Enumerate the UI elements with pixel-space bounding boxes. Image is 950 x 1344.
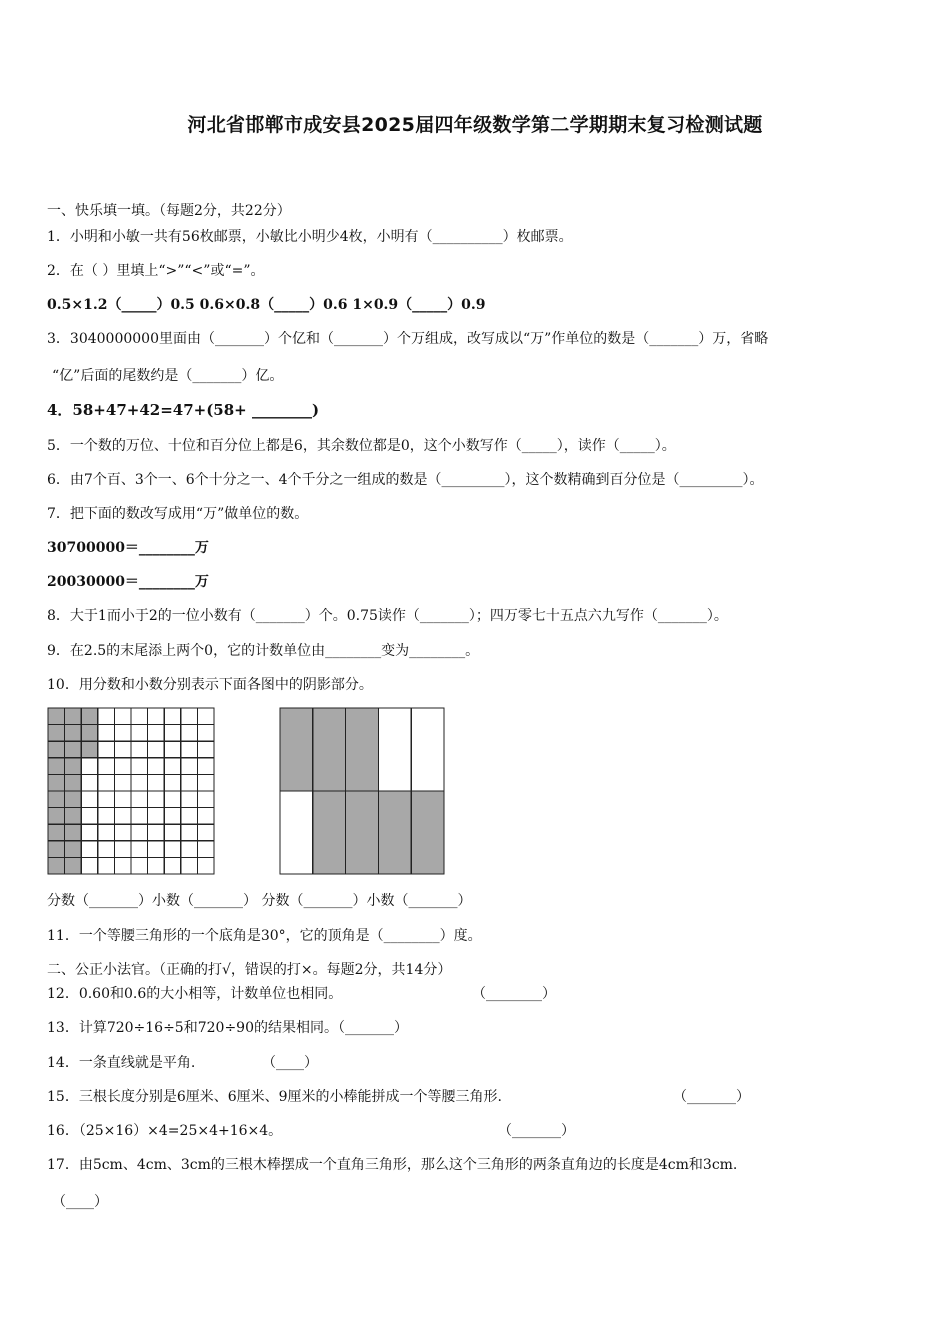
grid-cell xyxy=(197,841,214,858)
hundred-grid-figure xyxy=(47,707,217,877)
section1-heading: 一、快乐填一填。（每题2分，共22分） xyxy=(47,203,291,219)
grid-cell xyxy=(114,774,131,791)
grid-cell xyxy=(148,758,165,775)
shaded-cell xyxy=(81,741,98,758)
question-11: 11．一个等腰三角形的一个底角是30°，它的顶角是（________）度。 xyxy=(47,928,482,944)
shaded-cell xyxy=(48,774,65,791)
grid-cell xyxy=(181,741,198,758)
grid-cell xyxy=(197,708,214,725)
grid-cell xyxy=(197,774,214,791)
grid-cell xyxy=(98,725,115,742)
shaded-cell xyxy=(378,791,411,874)
question-12: 12．0.60和0.6的大小相等，计数单位也相同。 xyxy=(47,986,343,1002)
question-6: 6．由7个百、3个一、6个十分之一、4个千分之一组成的数是（_________），这个数精确到百分位是（_________）。 xyxy=(47,472,764,488)
grid-cell xyxy=(148,808,165,825)
grid-cell xyxy=(197,741,214,758)
grid-cell xyxy=(181,857,198,874)
grid-cell xyxy=(81,824,98,841)
page-title: 河北省邯郸市成安县2025届四年级数学第二学期期末复习检测试题 xyxy=(187,114,763,136)
shaded-cell xyxy=(65,708,82,725)
shaded-cell xyxy=(65,725,82,742)
shaded-cell xyxy=(48,841,65,858)
grid-cell xyxy=(378,708,411,791)
grid-cell xyxy=(164,808,181,825)
question-3-line1: 3．3040000000里面由（_______）个亿和（_______）个万组成，改写成以“万”作单位的数是（_______）万，省略 xyxy=(47,331,769,347)
grid-cell xyxy=(197,725,214,742)
grid-cell xyxy=(148,741,165,758)
grid-cell xyxy=(148,708,165,725)
question-14: 14．一条直线就是平角. xyxy=(47,1055,196,1071)
shaded-cell xyxy=(65,808,82,825)
grid-cell xyxy=(98,824,115,841)
grid-cell xyxy=(164,791,181,808)
grid-cell xyxy=(164,725,181,742)
grid-cell xyxy=(181,791,198,808)
grid-cell xyxy=(148,857,165,874)
grid-cell xyxy=(114,791,131,808)
grid-cell xyxy=(81,841,98,858)
grid-cell xyxy=(98,791,115,808)
shaded-cell xyxy=(81,708,98,725)
question-9: 9．在2.5的末尾添上两个0，它的计数单位由________变为________。 xyxy=(47,643,480,659)
shaded-cell xyxy=(48,741,65,758)
section2-heading: 二、公正小法官。（正确的打√，错误的打×。每题2分，共14分） xyxy=(47,962,452,978)
grid-cell xyxy=(98,841,115,858)
shaded-cell xyxy=(313,708,346,791)
shaded-cell xyxy=(411,791,444,874)
grid-cell xyxy=(114,725,131,742)
grid-cell xyxy=(114,758,131,775)
shaded-cell xyxy=(346,708,379,791)
shaded-cell xyxy=(48,791,65,808)
grid-cell xyxy=(131,708,148,725)
grid-cell xyxy=(164,824,181,841)
grid-cell xyxy=(114,841,131,858)
shaded-cell xyxy=(346,791,379,874)
grid-cell xyxy=(280,791,313,874)
question-4: 4．58+47+42=47+(58+ ________) xyxy=(47,401,320,419)
grid-cell xyxy=(131,758,148,775)
grid-cell xyxy=(131,791,148,808)
question-7-a: 30700000＝________万 xyxy=(47,540,209,556)
grid-cell xyxy=(131,857,148,874)
grid-cell xyxy=(164,841,181,858)
question-2: 2．在（ ）里填上“>”“<”或“=”。 xyxy=(47,263,265,279)
shaded-cell xyxy=(313,791,346,874)
grid-cell xyxy=(181,708,198,725)
grid-cell xyxy=(114,824,131,841)
grid-cell xyxy=(114,857,131,874)
grid-cell xyxy=(148,824,165,841)
shaded-cell xyxy=(65,857,82,874)
grid-cell xyxy=(131,841,148,858)
grid-cell xyxy=(181,774,198,791)
grid-cell xyxy=(114,808,131,825)
grid-cell xyxy=(98,758,115,775)
grid-cell xyxy=(197,808,214,825)
grid-cell xyxy=(197,758,214,775)
shaded-cell xyxy=(65,741,82,758)
shaded-cell xyxy=(48,857,65,874)
grid-cell xyxy=(98,857,115,874)
question-10: 10．用分数和小数分别表示下面各图中的阴影部分。 xyxy=(47,677,373,693)
grid-cell xyxy=(164,857,181,874)
question-1: 1．小明和小敏一共有56枚邮票，小敏比小明少4枚，小明有（__________）枚邮票。 xyxy=(47,229,573,245)
grid-cell xyxy=(197,791,214,808)
shaded-cell xyxy=(48,708,65,725)
shaded-cell xyxy=(48,725,65,742)
question-8: 8．大于1而小于2的一位小数有（_______）个。0.75读作（_______）；四万零七十五点六九写作（_______）。 xyxy=(47,608,728,624)
grid-cell xyxy=(114,741,131,758)
grid-cell xyxy=(131,741,148,758)
grid-cell xyxy=(164,758,181,775)
grid-cell xyxy=(197,857,214,874)
grid-cell xyxy=(81,808,98,825)
grid-cell xyxy=(148,841,165,858)
grid-cell xyxy=(181,725,198,742)
shaded-cell xyxy=(280,708,313,791)
shaded-cell xyxy=(65,791,82,808)
question-5: 5．一个数的万位、十位和百分位上都是6，其余数位都是0，这个小数写作（_____），读作（_____）。 xyxy=(47,438,676,454)
grid-cell xyxy=(411,708,444,791)
question-13: 13．计算720÷16÷5和720÷90的结果相同。（_______） xyxy=(47,1020,408,1036)
grid-cell xyxy=(164,741,181,758)
grid-cell xyxy=(131,808,148,825)
question-7-b: 20030000＝________万 xyxy=(47,574,209,590)
grid-cell xyxy=(164,708,181,725)
grid-cell xyxy=(164,774,181,791)
grid-cell xyxy=(98,808,115,825)
grid-cell xyxy=(81,791,98,808)
grid-cell xyxy=(81,857,98,874)
grid-cell xyxy=(181,824,198,841)
question-17-blank: （____） xyxy=(52,1194,108,1210)
grid-cell xyxy=(148,774,165,791)
grid-cell xyxy=(114,708,131,725)
shaded-cell xyxy=(65,841,82,858)
shaded-cell xyxy=(48,808,65,825)
question-16: 16．（25×16）×4=25×4+16×4。 xyxy=(47,1123,283,1139)
grid-cell xyxy=(81,774,98,791)
shaded-cell xyxy=(48,824,65,841)
grid-cell xyxy=(81,758,98,775)
shaded-cell xyxy=(65,774,82,791)
grid-cell xyxy=(181,808,198,825)
grid-cell xyxy=(131,725,148,742)
shaded-cell xyxy=(81,725,98,742)
shaded-cell xyxy=(48,758,65,775)
grid-cell xyxy=(131,824,148,841)
grid-cell xyxy=(98,774,115,791)
grid-cell xyxy=(148,725,165,742)
question-2-items: 0.5×1.2（_____）0.5 0.6×0.8（_____）0.6 1×0.9（_____）0.9 xyxy=(47,297,486,313)
shaded-cell xyxy=(65,824,82,841)
question-12-blank: （________） xyxy=(472,986,556,1002)
grid-cell xyxy=(148,791,165,808)
grid-cell xyxy=(98,741,115,758)
question-14-blank: （____） xyxy=(262,1055,318,1071)
grid-cell xyxy=(98,708,115,725)
question-15-blank: （_______） xyxy=(673,1089,750,1105)
question-7: 7．把下面的数改写成用“万”做单位的数。 xyxy=(47,506,309,522)
shaded-cell xyxy=(65,758,82,775)
question-17: 17．由5cm、4cm、3cm的三根木棒摆成一个直角三角形，那么这个三角形的两条直角边的长度是4cm和3cm. xyxy=(47,1157,738,1173)
question-16-blank: （_______） xyxy=(498,1123,575,1139)
question-15: 15．三根长度分别是6厘米、6厘米、9厘米的小棒能拼成一个等腰三角形. xyxy=(47,1089,502,1105)
question-3-line2: “亿”后面的尾数约是（_______）亿。 xyxy=(52,368,284,384)
grid-cell xyxy=(181,841,198,858)
grid-cell xyxy=(197,824,214,841)
grid-cell xyxy=(131,774,148,791)
ten-part-figure xyxy=(279,707,447,877)
question-10-answers: 分数（_______）小数（_______） 分数（_______）小数（_______） xyxy=(47,893,472,909)
grid-cell xyxy=(181,758,198,775)
